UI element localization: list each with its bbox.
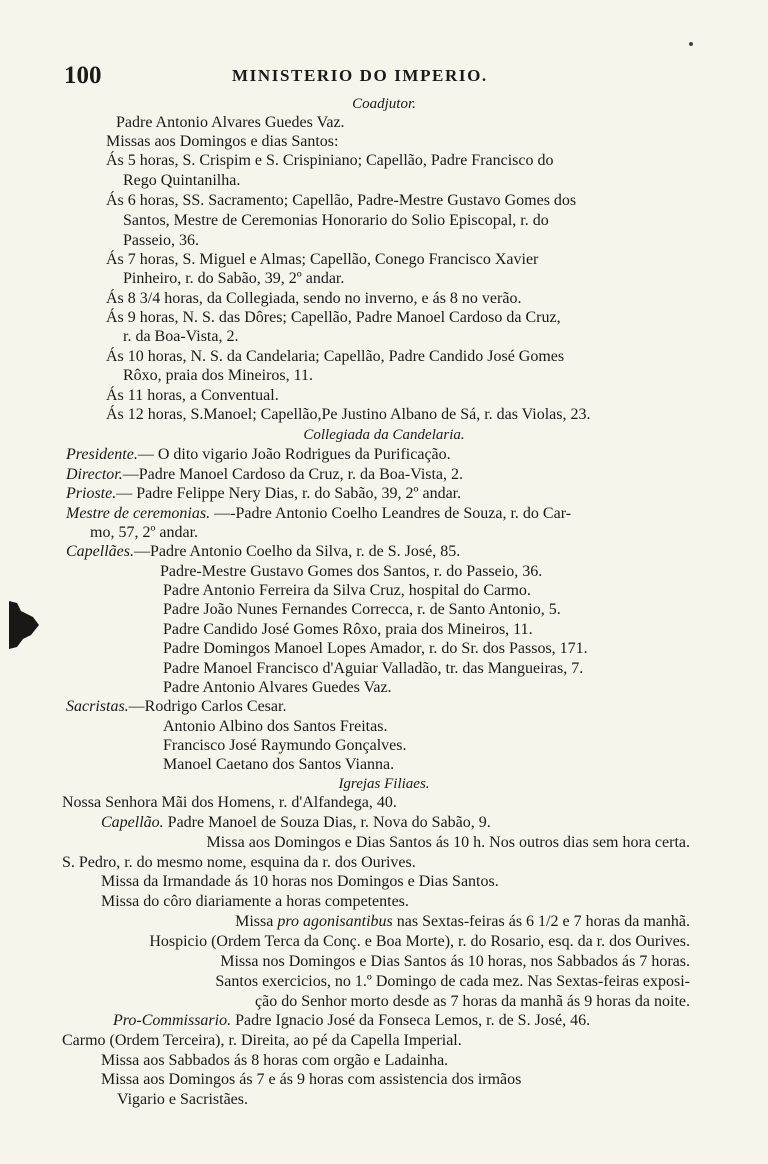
section-heading-igrejas: Igrejas Filiaes. bbox=[338, 776, 430, 792]
binding-mark bbox=[7, 599, 41, 651]
page-header bbox=[0, 62, 768, 88]
binding-mark-shape bbox=[9, 601, 39, 649]
mass-entry-line: Ás 11 horas, a Conventual. bbox=[106, 387, 279, 404]
page-number: 100 bbox=[64, 62, 102, 89]
mass-entry-line: Ás 5 horas, S. Crispim e S. Crispiniano; Capellão, Padre Francisco do bbox=[106, 152, 554, 169]
mass-entry-line: r. da Boa-Vista, 2. bbox=[123, 328, 239, 345]
capellao-item: Padre Antonio Alvares Guedes Vaz. bbox=[163, 679, 392, 696]
entry-label: Pro-Commissario. bbox=[113, 1012, 232, 1029]
mass-note: Missa do côro diariamente a horas competentes. bbox=[101, 893, 409, 910]
church-entry: Hospicio (Ordem Terca da Conç. e Boa Morte), r. do Rosario, esq. da r. dos Ourives. bbox=[149, 933, 690, 950]
entry-text: Padre Manoel de Souza Dias, r. Nova do Sabão, 9. bbox=[163, 814, 491, 831]
capellao-item: Padre Domingos Manoel Lopes Amador, r. do Sr. dos Passos, 171. bbox=[163, 640, 588, 657]
capellao-item: Padre Manoel Francisco d'Aguiar Valladão, tr. das Mangueiras, 7. bbox=[163, 660, 584, 677]
entry-text: —Rodrigo Carlos Cesar. bbox=[128, 698, 287, 715]
mass-entry-line: Ás 8 3/4 horas, da Collegiada, sendo no inverno, e ás 8 no verão. bbox=[106, 290, 522, 307]
mass-note: ção do Senhor morto desde as 7 horas da manhã ás 9 horas da noite. bbox=[255, 993, 690, 1010]
coadjutor-name: Padre Antonio Alvares Guedes Vaz. bbox=[116, 114, 345, 131]
mass-entry-line: Pinheiro, r. do Sabão, 39, 2º andar. bbox=[123, 270, 345, 287]
mass-entry-line: Ás 6 horas, SS. Sacramento; Capellão, Padre-Mestre Gustavo Gomes dos bbox=[106, 192, 577, 209]
mass-entry-line: Ás 12 horas, S.Manoel; Capellão,Pe Justino Albano de Sá, r. das Violas, 23. bbox=[106, 406, 591, 423]
running-title: MINISTERIO DO IMPERIO. bbox=[232, 66, 488, 85]
section-heading-collegiada: Collegiada da Candelaria. bbox=[303, 427, 465, 443]
mass-note: Missa aos Domingos ás 7 e ás 9 horas com assistencia dos irmãos bbox=[101, 1071, 522, 1088]
church-entry: Nossa Senhora Mãi dos Homens, r. d'Alfandega, 40. bbox=[62, 794, 397, 811]
capellao-item: Padre Candido José Gomes Rôxo, praia dos Mineiros, 11. bbox=[163, 621, 533, 638]
entry-text: Padre Ignacio José da Fonseca Lemos, r. de S. José, 46. bbox=[231, 1012, 591, 1029]
entry-label: Presidente. bbox=[66, 446, 138, 463]
missas-intro: Missas aos Domingos e dias Santos: bbox=[106, 133, 339, 150]
latin-phrase: pro agonisantibus bbox=[277, 913, 393, 930]
entry-text: —Padre Antonio Coelho da Silva, r. de S. José, 85. bbox=[134, 543, 461, 560]
sacrista-item: Francisco José Raymundo Gonçalves. bbox=[163, 737, 407, 754]
mass-note: Missa nos Domingos e Dias Santos ás 10 horas, nos Sabbados ás 7 horas. bbox=[220, 953, 690, 970]
entry-text: —-Padre Antonio Coelho Leandres de Souza, r. do Car- bbox=[210, 505, 572, 522]
mass-entry-line: Santos, Mestre de Ceremonias Honorario do Solio Episcopal, r. do bbox=[123, 212, 549, 229]
mass-note: Santos exercicios, no 1.º Domingo de cada mez. Nas Sextas-feiras exposi- bbox=[215, 973, 690, 990]
entry-label: Capellães. bbox=[66, 543, 134, 560]
mass-entry-line: Rôxo, praia dos Mineiros, 11. bbox=[123, 367, 314, 384]
entry-text: — Padre Felippe Nery Dias, r. do Sabão, 39, 2º andar. bbox=[116, 485, 462, 502]
sacrista-item: Antonio Albino dos Santos Freitas. bbox=[163, 718, 388, 735]
capellao-item: Padre Antonio Ferreira da Silva Cruz, hospital do Carmo. bbox=[163, 582, 531, 599]
text-run: nas Sextas-feiras ás 6 1/2 e 7 horas da manhã. bbox=[392, 913, 690, 930]
entry-text: —Padre Manoel Cardoso da Cruz, r. da Boa-Vista, 2. bbox=[122, 466, 464, 483]
mass-entry-line: Passeio, 36. bbox=[123, 232, 199, 249]
entry-label: Director. bbox=[66, 466, 123, 483]
mass-entry-line: Rego Quintanilha. bbox=[123, 172, 241, 189]
entry-text: — O dito vigario João Rodrigues da Purificação. bbox=[137, 446, 451, 463]
mass-entry-line: Ás 9 horas, N. S. das Dôres; Capellão, Padre Manoel Cardoso da Cruz, bbox=[106, 309, 561, 326]
entry-mestre-cont: mo, 57, 2º andar. bbox=[90, 524, 199, 541]
church-entry: S. Pedro, r. do mesmo nome, esquina da r. dos Ourives. bbox=[62, 854, 416, 871]
capellao-item: Padre João Nunes Fernandes Correcca, r. de Santo Antonio, 5. bbox=[163, 601, 561, 618]
sacrista-item: Manoel Caetano dos Santos Vianna. bbox=[163, 756, 395, 773]
entry-label: Prioste. bbox=[66, 485, 117, 502]
ink-dot bbox=[689, 42, 693, 46]
entry-label: Capellão. bbox=[101, 814, 164, 831]
section-heading-coadjutor: Coadjutor. bbox=[352, 96, 416, 112]
mass-note: Missa da Irmandade ás 10 horas nos Domingos e Dias Santos. bbox=[101, 873, 499, 890]
text-run: Missa bbox=[235, 913, 278, 930]
mass-note: Missa aos Domingos e Dias Santos ás 10 h. Nos outros dias sem hora certa. bbox=[206, 834, 690, 851]
mass-note: Missa aos Sabbados ás 8 horas com orgão e Ladainha. bbox=[101, 1052, 449, 1069]
entry-label: Mestre de ceremonias. bbox=[66, 505, 211, 522]
capellao-item: Padre-Mestre Gustavo Gomes dos Santos, r. do Passeio, 36. bbox=[160, 563, 543, 580]
mass-entry-line: Ás 10 horas, N. S. da Candelaria; Capellão, Padre Candido José Gomes bbox=[106, 348, 565, 365]
church-entry: Carmo (Ordem Terceira), r. Direita, ao pé da Capella Imperial. bbox=[62, 1032, 462, 1049]
entry-label: Sacristas. bbox=[66, 698, 129, 715]
mass-note: Vigario e Sacristães. bbox=[117, 1091, 248, 1108]
mass-entry-line: Ás 7 horas, S. Miguel e Almas; Capellão, Conego Francisco Xavier bbox=[106, 251, 539, 268]
